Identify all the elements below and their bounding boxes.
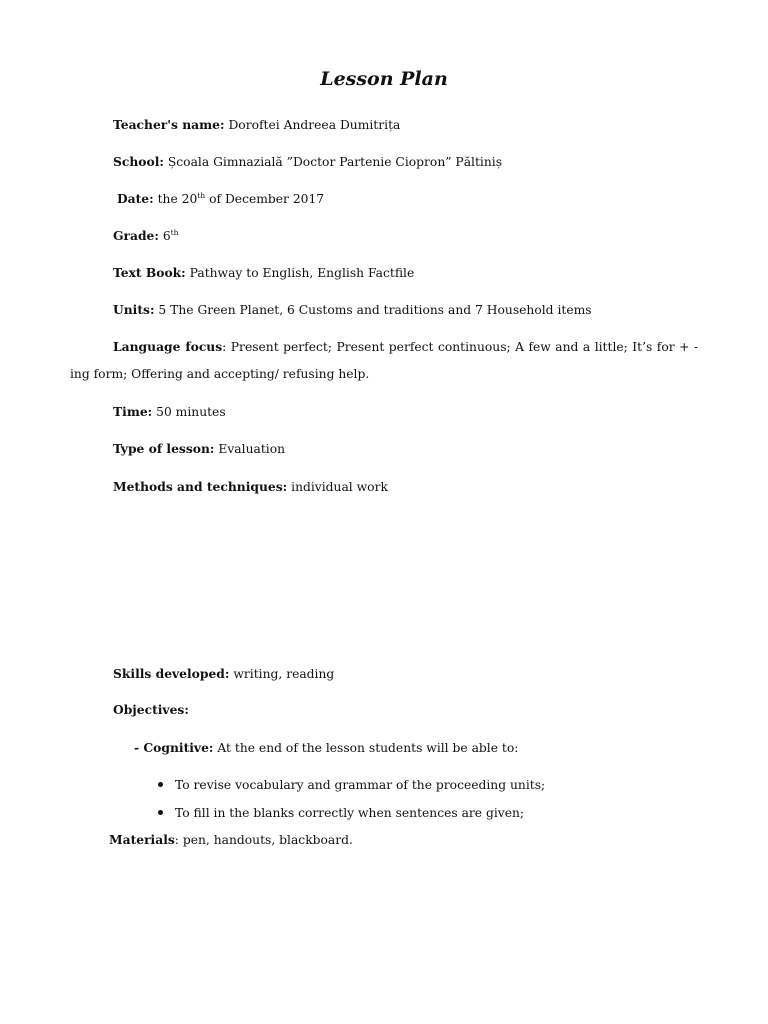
grade-line [113, 228, 179, 244]
language-focus-label: Language focus [113, 339, 223, 354]
school-label: School: [113, 154, 164, 169]
teacher-name-line [113, 117, 400, 133]
language-focus-value: : Present perfect; Present perfect continuous; A few and a little; It’s for + -ing form; Offering and accepting/ refusing help. [70, 340, 698, 381]
materials-value: : pen, handouts, blackboard. [174, 833, 353, 847]
date-label: Date: [117, 191, 154, 206]
cognitive-label: - Cognitive: [134, 740, 214, 755]
units-label: Units: [113, 302, 155, 317]
list-item-text: To revise vocabulary and grammar of the proceeding units; [175, 778, 546, 792]
grade-value: 6 [162, 229, 171, 243]
date-line [117, 191, 324, 207]
list-item [158, 805, 524, 821]
teacher-name-label: Teacher's name: [113, 117, 225, 132]
units-line [113, 302, 592, 318]
list-item-text: To fill in the blanks correctly when sentences are given; [175, 806, 525, 820]
list-item [158, 777, 545, 793]
grade-superscript: th [170, 228, 179, 237]
school-line [113, 154, 502, 170]
school-value: Școala Gimnazială ”Doctor Partenie Ciopron” Păltiniș [167, 155, 503, 169]
lesson-type-line [113, 441, 285, 457]
language-focus-paragraph [70, 333, 698, 388]
textbook-value: Pathway to English, English Factfile [189, 266, 415, 280]
time-label: Time: [113, 404, 153, 419]
teacher-name-value: Doroftei Andreea Dumitrița [228, 118, 401, 132]
lesson-type-value: Evaluation [218, 442, 286, 456]
bullet-icon [158, 810, 163, 815]
materials-line [109, 832, 353, 848]
time-value: 50 minutes [156, 405, 226, 419]
cognitive-line [134, 740, 518, 756]
date-suffix: of December 2017 [205, 192, 325, 206]
textbook-line [113, 265, 414, 281]
grade-label: Grade: [113, 228, 159, 243]
date-prefix: the 20 [157, 192, 198, 206]
methods-label: Methods and techniques: [113, 479, 288, 494]
objectives-label: Objectives: [113, 702, 189, 717]
skills-line [113, 666, 334, 682]
bullet-icon [158, 782, 163, 787]
skills-label: Skills developed: [113, 666, 230, 681]
objectives-heading [113, 702, 189, 718]
units-value: 5 The Green Planet, 6 Customs and traditions and 7 Household items [158, 303, 592, 317]
document-title: Lesson Plan [320, 68, 448, 90]
materials-label: Materials [109, 832, 175, 847]
methods-line [113, 479, 388, 495]
date-superscript: th [197, 191, 206, 200]
textbook-label: Text Book: [113, 265, 186, 280]
lesson-type-label: Type of lesson: [113, 441, 215, 456]
skills-value: writing, reading [233, 667, 335, 681]
cognitive-value: At the end of the lesson students will be able to: [217, 741, 519, 755]
time-line [113, 404, 226, 420]
methods-value: individual work [291, 480, 388, 494]
